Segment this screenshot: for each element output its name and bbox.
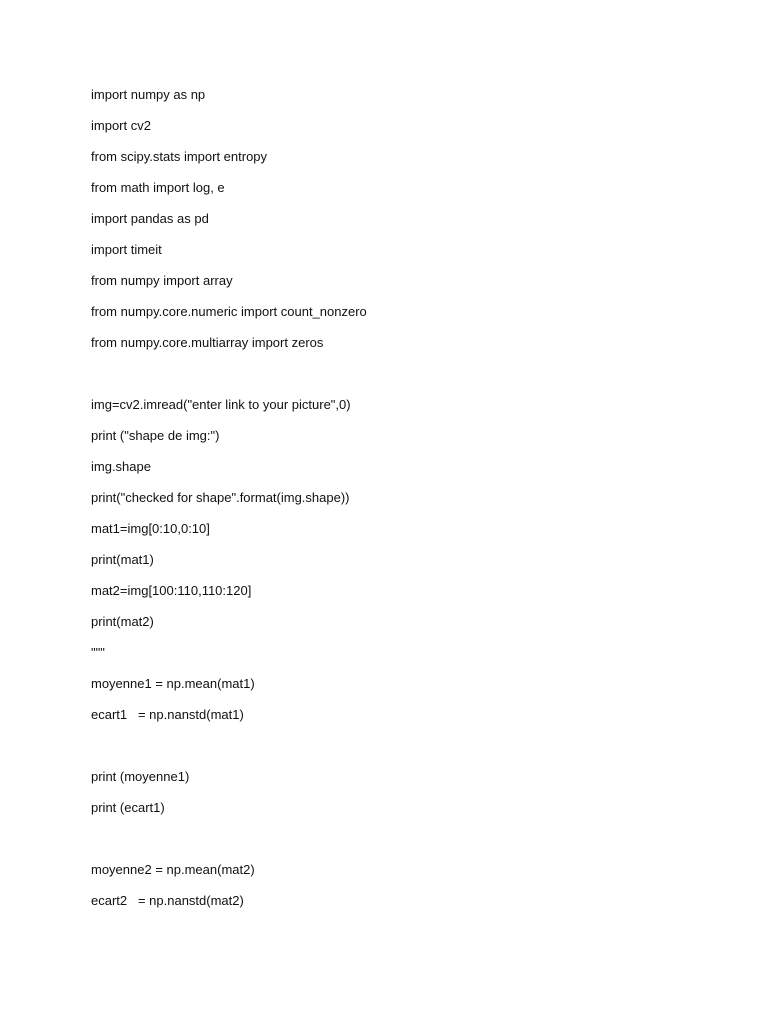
- code-line: img.shape: [91, 459, 151, 474]
- code-line: print("checked for shape".format(img.shape)): [91, 490, 350, 505]
- code-line: from numpy.core.numeric import count_nonzero: [91, 304, 367, 319]
- code-line: from numpy.core.multiarray import zeros: [91, 335, 324, 350]
- code-line: from math import log, e: [91, 180, 225, 195]
- code-line: moyenne2 = np.mean(mat2): [91, 862, 255, 877]
- code-line: import numpy as np: [91, 87, 206, 102]
- code-line: from scipy.stats import entropy: [91, 149, 268, 164]
- code-line: [91, 829, 711, 860]
- code-line: print(mat2): [91, 614, 154, 629]
- code-line: mat2=img[100:110,110:120]: [91, 583, 252, 598]
- code-line: from numpy import array: [91, 273, 233, 288]
- code-line: [91, 364, 711, 395]
- code-line: ecart2 = np.nanstd(mat2): [91, 893, 244, 908]
- code-line: """: [91, 645, 105, 660]
- code-line: mat1=img[0:10,0:10]: [91, 521, 210, 536]
- code-line: [91, 736, 711, 767]
- code-listing: [91, 85, 711, 922]
- code-line: print(mat1): [91, 552, 154, 567]
- code-line: print ("shape de img:"): [91, 428, 220, 443]
- code-line: import cv2: [91, 118, 151, 133]
- code-line: print (ecart1): [91, 800, 165, 815]
- code-line: ecart1 = np.nanstd(mat1): [91, 707, 244, 722]
- code-line: import pandas as pd: [91, 211, 209, 226]
- code-line: import timeit: [91, 242, 162, 257]
- code-line: img=cv2.imread("enter link to your picture",0): [91, 397, 351, 412]
- code-line: moyenne1 = np.mean(mat1): [91, 676, 255, 691]
- code-line: print (moyenne1): [91, 769, 190, 784]
